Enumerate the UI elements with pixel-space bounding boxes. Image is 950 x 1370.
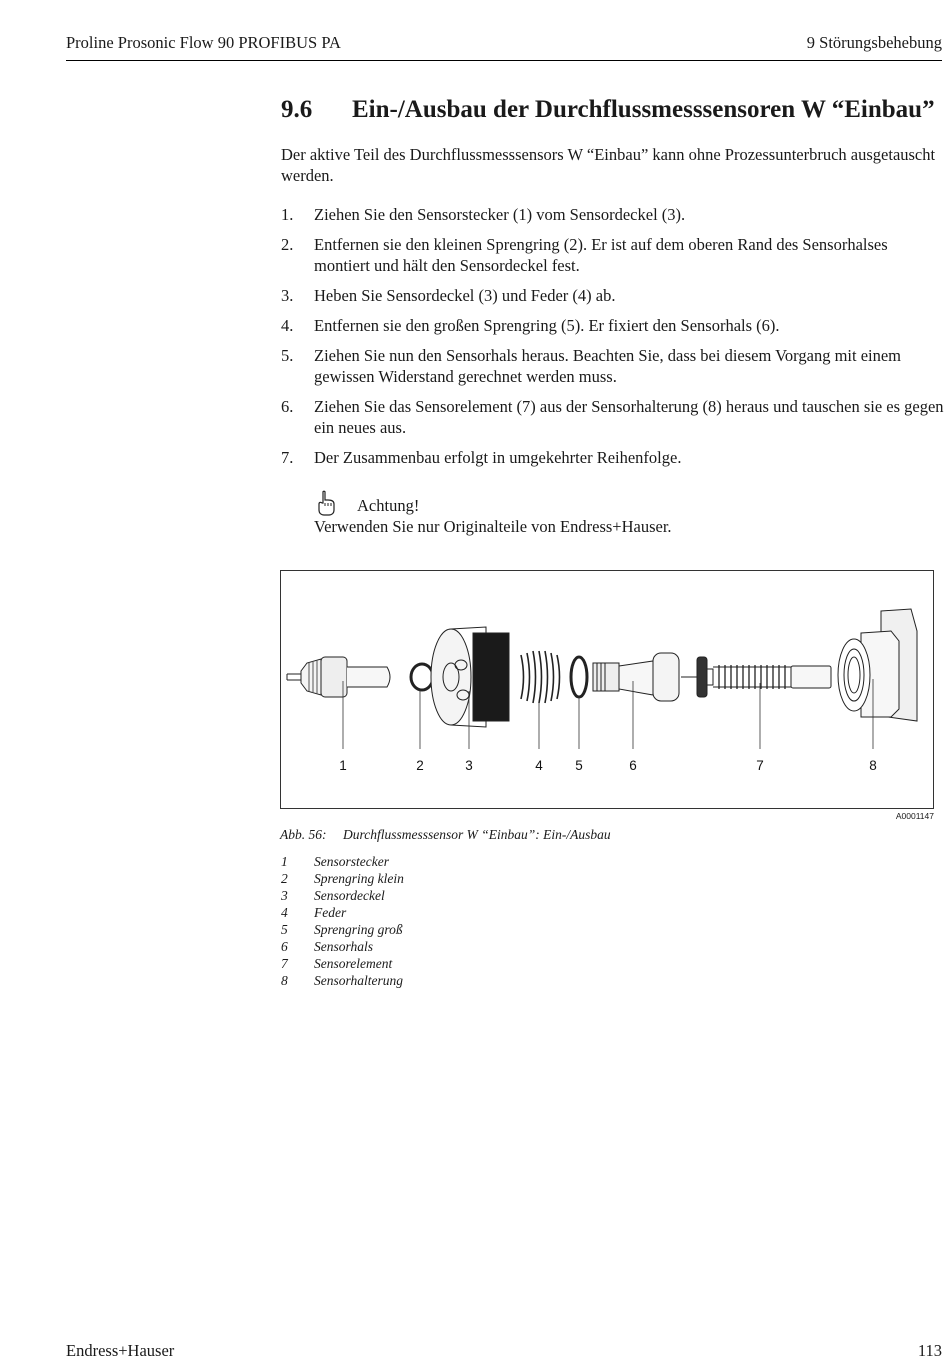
legend-item xyxy=(281,904,404,921)
step-number: 5. xyxy=(281,346,294,365)
sensor-holder-drawing xyxy=(838,609,917,721)
step-number: 7. xyxy=(281,448,294,467)
legend-item xyxy=(281,853,404,870)
sensor-neck-drawing xyxy=(593,653,679,701)
legend-text: Sensorhalterung xyxy=(314,973,404,988)
step-item xyxy=(281,447,946,468)
legend-text: Sprengring groß xyxy=(314,922,403,937)
legend-num: 1 xyxy=(281,854,288,869)
section-title: Ein-/Ausbau der Durchflussmesssensoren W “Einbau” xyxy=(352,96,935,123)
legend-item xyxy=(281,955,404,972)
exploded-view-figure xyxy=(280,570,934,809)
legend-item xyxy=(281,870,404,887)
sensor-exploded-drawing xyxy=(281,571,933,808)
legend-num: 8 xyxy=(281,973,288,988)
legend-num: 3 xyxy=(281,888,288,903)
figure-caption-text: Durchflussmesssensor W “Einbau”: Ein-/Ausbau xyxy=(343,827,611,842)
legend-text: Sensorstecker xyxy=(314,854,389,869)
callout-1: 1 xyxy=(339,758,347,773)
header-rule xyxy=(66,60,942,61)
legend-text: Sensordeckel xyxy=(314,888,385,903)
legend-text: Sensorelement xyxy=(314,956,393,971)
step-number: 4. xyxy=(281,316,294,335)
callout-4: 4 xyxy=(535,758,543,773)
running-header-right: 9 Störungsbehebung xyxy=(806,33,942,52)
legend-item xyxy=(281,938,404,955)
intro-paragraph: Der aktive Teil des Durchflussmesssensors W “Einbau” kann ohne Prozessunterbruch ausgetauscht werden. xyxy=(281,145,936,185)
step-item xyxy=(281,204,946,225)
step-number: 6. xyxy=(281,397,294,416)
step-text: Ziehen Sie nun den Sensorhals heraus. Beachten Sie, dass bei diesem Vorgang mit einem gewissen Widerstand gerechnet werden muss. xyxy=(314,346,902,386)
step-item xyxy=(281,285,946,306)
callout-7: 7 xyxy=(756,758,764,773)
step-item xyxy=(281,345,946,387)
callout-5: 5 xyxy=(575,758,583,773)
step-text: Entfernen sie den großen Sprengring (5). Er fixiert den Sensorhals (6). xyxy=(314,316,780,335)
callout-6: 6 xyxy=(629,758,637,773)
legend-text: Feder xyxy=(314,905,347,920)
step-text: Entfernen sie den kleinen Sprengring (2). Er ist auf dem oberen Rand des Sensorhalses montiert und hält den Sensordeckel fest. xyxy=(314,235,888,275)
figure-legend xyxy=(281,853,404,989)
callout-2: 2 xyxy=(416,758,424,773)
sensor-element-drawing xyxy=(681,657,831,697)
pointing-hand-icon xyxy=(314,490,340,516)
legend-item xyxy=(281,887,404,904)
caution-note xyxy=(314,490,934,537)
step-item xyxy=(281,315,946,336)
step-text: Ziehen Sie das Sensorelement (7) aus der Sensorhalterung (8) heraus und tauschen sie es gegen ein neues aus. xyxy=(314,397,944,437)
legend-item xyxy=(281,921,404,938)
step-item xyxy=(281,234,946,276)
caution-text: Verwenden Sie nur Originalteile von Endress+Hauser. xyxy=(314,517,672,536)
page-number: 113 xyxy=(917,1341,942,1360)
running-header-left: Proline Prosonic Flow 90 PROFIBUS PA xyxy=(66,33,341,52)
caution-title: Achtung! xyxy=(357,496,420,515)
legend-num: 6 xyxy=(281,939,288,954)
sensor-plug-drawing xyxy=(287,657,390,697)
large-snap-ring-drawing xyxy=(571,657,587,697)
callout-3: 3 xyxy=(465,758,473,773)
callout-8: 8 xyxy=(869,758,877,773)
step-text: Ziehen Sie den Sensorstecker (1) vom Sensordeckel (3). xyxy=(314,205,686,224)
step-text: Der Zusammenbau erfolgt in umgekehrter Reihenfolge. xyxy=(314,448,682,467)
spring-drawing xyxy=(521,651,560,703)
step-number: 3. xyxy=(281,286,294,305)
procedure-steps xyxy=(281,204,946,477)
sensor-cover-drawing xyxy=(431,627,509,727)
legend-item xyxy=(281,972,404,989)
legend-num: 5 xyxy=(281,922,288,937)
step-number: 1. xyxy=(281,205,294,224)
step-item xyxy=(281,396,946,438)
step-number: 2. xyxy=(281,235,294,254)
legend-text: Sensorhals xyxy=(314,939,374,954)
figure-id: A0001147 xyxy=(895,811,934,821)
footer-publisher: Endress+Hauser xyxy=(66,1341,175,1360)
figure-caption-label: Abb. 56: xyxy=(280,827,327,842)
legend-num: 4 xyxy=(281,905,288,920)
small-snap-ring-drawing xyxy=(411,664,433,690)
legend-num: 2 xyxy=(281,871,288,886)
legend-text: Sprengring klein xyxy=(314,871,404,886)
section-number: 9.6 xyxy=(281,96,313,123)
legend-num: 7 xyxy=(281,956,288,971)
step-text: Heben Sie Sensordeckel (3) und Feder (4) ab. xyxy=(314,286,616,305)
